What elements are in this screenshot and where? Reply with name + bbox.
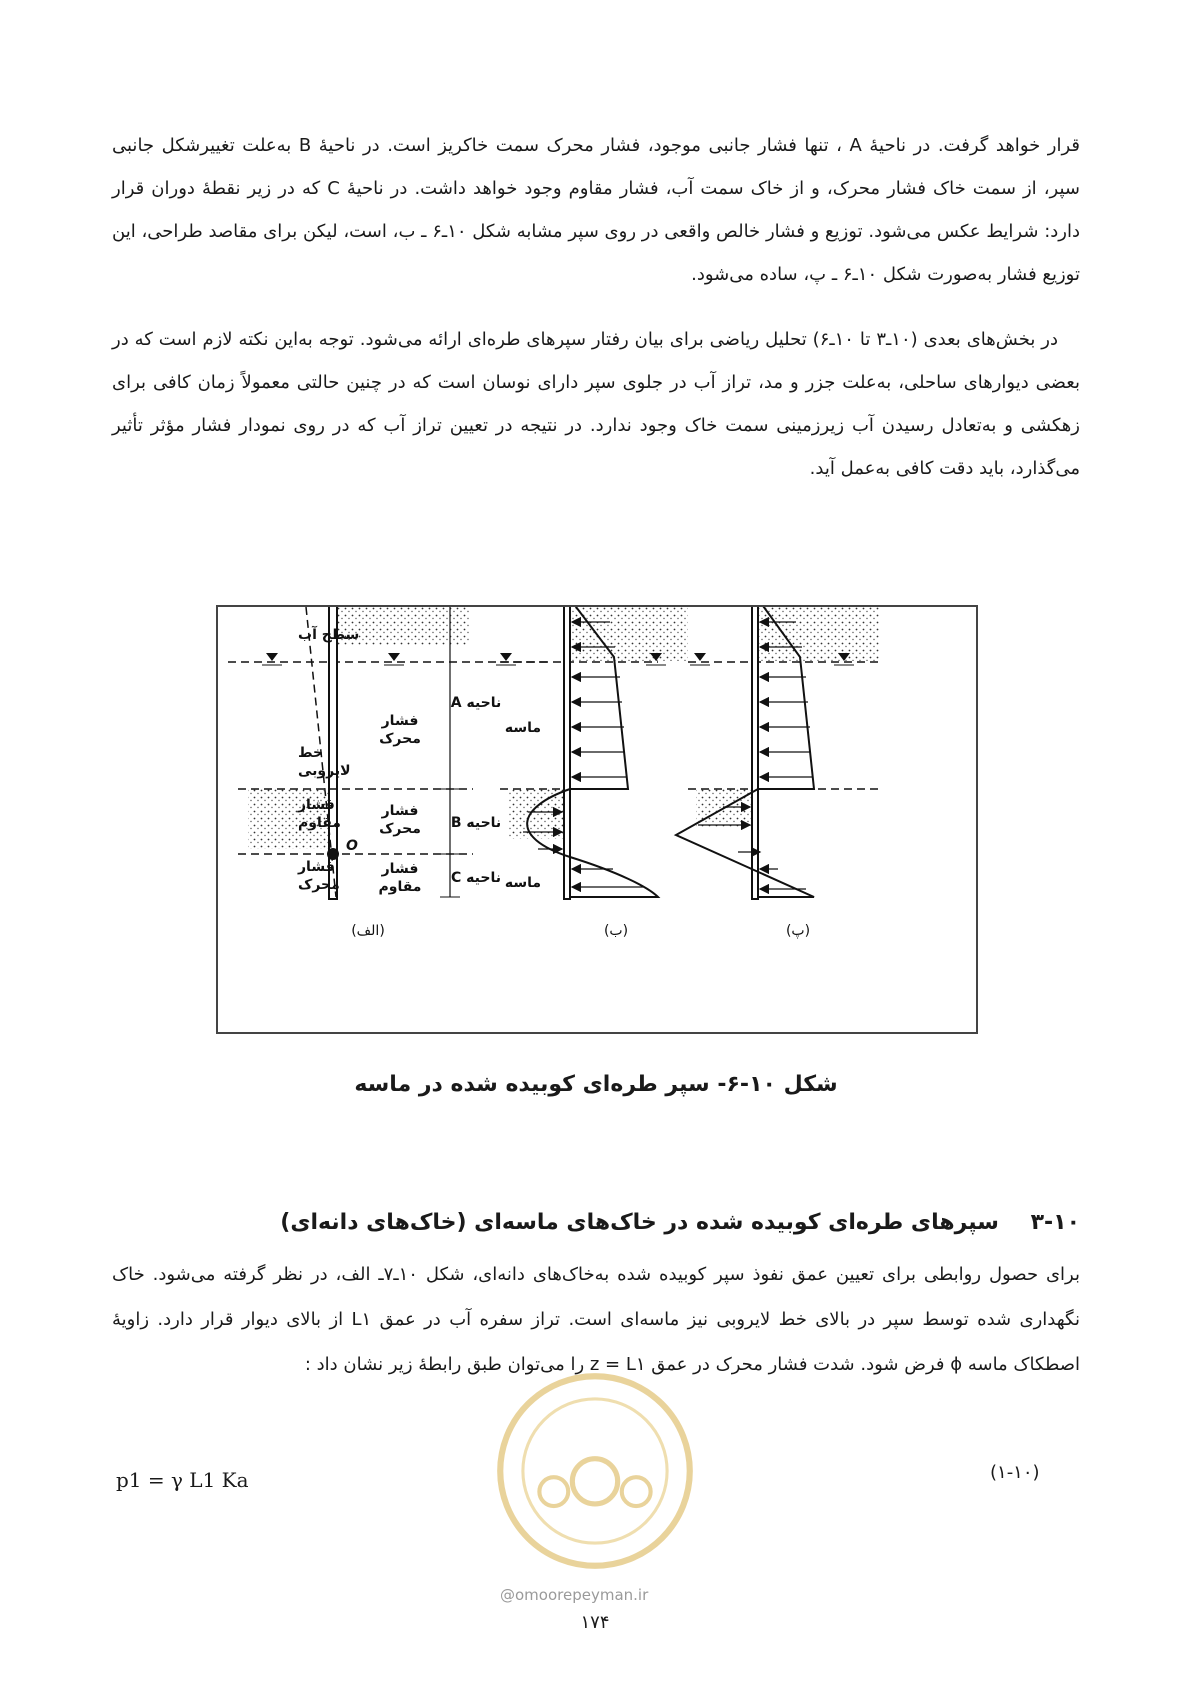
figure-caption: شکل ۱۰-۶- سپر طره‌ای کوبیده شده در ماسه [354, 1072, 838, 1097]
soil-backfill-b [570, 607, 688, 661]
sheet-pile-c [752, 607, 758, 899]
watermark-url: @omoorepeyman.ir [500, 1586, 649, 1604]
label-sub-b: (ب) [603, 923, 629, 939]
label-active-front-2: محرک [298, 877, 340, 893]
label-passive-c-1: فشار [381, 861, 419, 877]
label-sand-lower: ماسه [504, 875, 542, 891]
label-dredge-line-1: خط [298, 745, 324, 761]
soil-backfill-c [758, 607, 880, 661]
label-zone-a: ناحیه A [450, 695, 502, 711]
figure-drawing [218, 607, 976, 1032]
label-zone-b: ناحیه B [450, 815, 502, 831]
section-number: ۳-۱۰ [1030, 1210, 1080, 1235]
label-zone-c: ناحیه C [451, 870, 501, 886]
label-passive-2: مقاوم [298, 815, 341, 831]
label-sub-c: (پ) [785, 923, 811, 939]
label-passive-1: فشار [298, 797, 335, 813]
section-heading [112, 1210, 1080, 1235]
label-point-o: O [346, 838, 358, 854]
paragraph-zones: قرار خواهد گرفت. در ناحیهٔ A ، تنها فشار جانبی موجود، فشار محرک سمت خاکریز است. در ناحیهٔ B به‌علت تغییرشکل جانبی سپر، از سمت خاک فشار محرک، و از خاک سمت آب، فشار مقاوم وجود خواهد داشت. در ناحیهٔ C که در زیر نقطهٔ دوران قرار دارد: شرایط عکس می‌شود. توزیع و فشار خالص واقعی در روی سپر مشابه شکل ۱۰ـ۶ ـ ب، است، لیکن برای مقاصد طراحی، این توزیع فشار به‌صورت شکل ۱۰ـ۶ ـ پ، ساده می‌شود. [112, 135, 1081, 285]
equation-formula: p1 = γ L1 Ka [116, 1468, 249, 1492]
section-title: سپرهای طره‌ای کوبیده شده در خاک‌های ماسه‌ای (خاک‌های دانه‌ای) [280, 1210, 999, 1235]
label-active-a-1: فشار [381, 713, 419, 729]
label-water-surface: سطح آب [298, 627, 360, 643]
paragraph-intro-section: برای حصول روابطی برای تعیین عمق نفوذ سپر کوبیده شده به‌خاک‌های دانه‌ای، شکل ۱۰ـ۷ـ الف، در نظر گرفته می‌شود. خاک نگهداری شده توسط سپر در بالای خط لایروبی نیز ماسه‌ای است. تراز سفره آب در عمق L۱ از بالای دیوار قرار دارد. زاویهٔ اصطکاک ماسه ϕ فرض شود. شدت فشار محرک در عمق z = L۱ را می‌توان طبق رابطهٔ زیر نشان داد : [112, 1264, 1080, 1375]
equation-number: (۱-۱۰) [990, 1462, 1040, 1483]
page-number: ۱۷۴ [580, 1612, 610, 1633]
paragraph-analysis: در بخش‌های بعدی (۱۰ـ۳ تا ۱۰ـ۶) تحلیل ریاضی برای بیان رفتار سپرهای طره‌ای ارائه می‌شود. توجه به‌این نکته لازم است که در بعضی دیوارهای ساحلی، به‌علت جزر و مد، تراز آب در جلوی سپر دارای نوسان است که در چنین حالتی معمولاً زمان کافی برای زهکشی و به‌تعادل رسیدن آب زیرزمینی سمت خاک وجود ندارد. در نتیجه در تعیین تراز آب که در روی نمودار فشار مؤثر تأثیر می‌گذارد، باید دقت کافی به‌عمل آید. [112, 329, 1080, 479]
label-passive-c-2: مقاوم [378, 879, 422, 895]
label-sub-a: (الف) [351, 923, 385, 939]
watermark-logo [492, 1368, 698, 1574]
figure-cantilever-sheet-pile [216, 605, 978, 1034]
label-active-a-2: محرک [379, 731, 421, 747]
label-passive-b-1: فشار [381, 803, 419, 819]
label-active-front-1: فشار [298, 859, 335, 875]
label-dredge-line-2: لایروبی [298, 763, 351, 779]
label-active-b-2: محرک [379, 821, 421, 837]
label-sand-upper: ماسه [504, 720, 542, 736]
